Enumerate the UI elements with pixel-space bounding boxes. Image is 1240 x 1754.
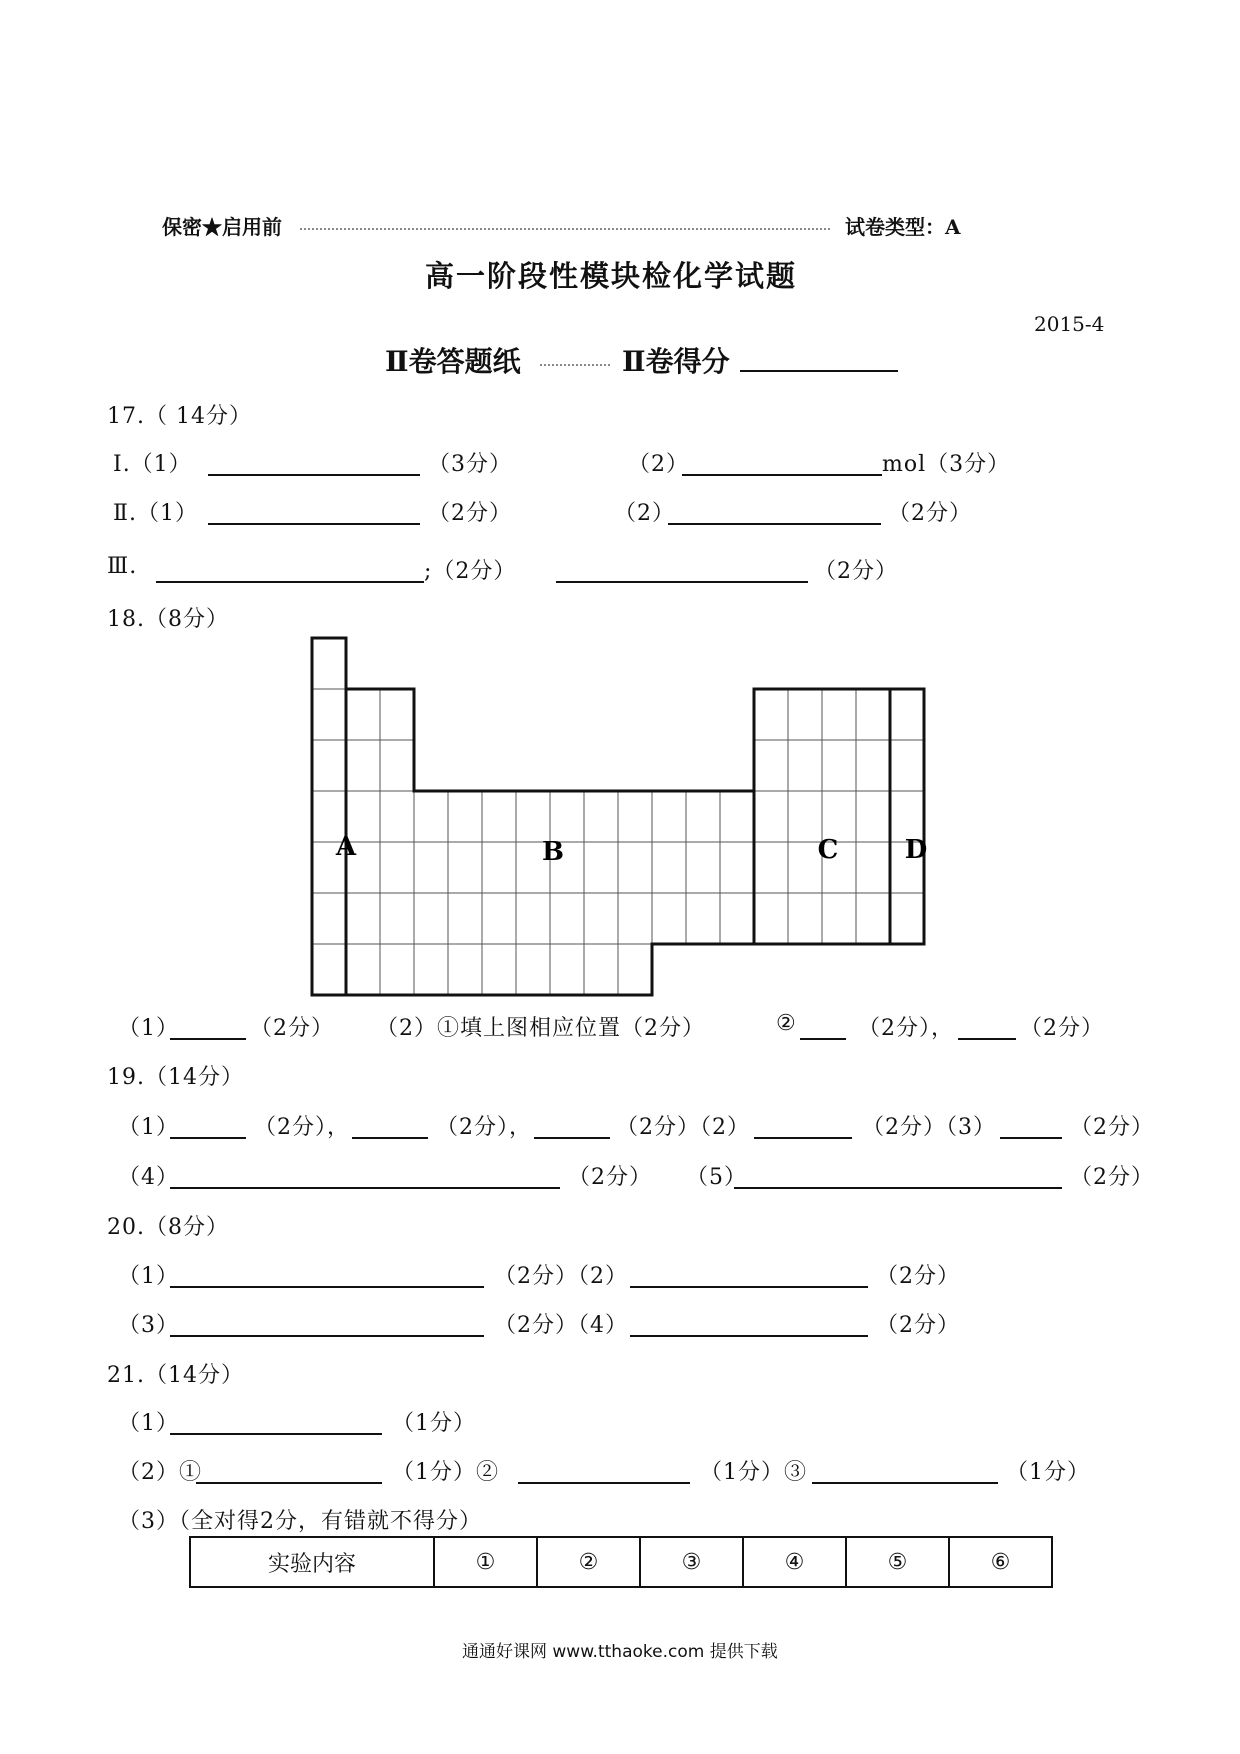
q21-2-2-score: （1分）③ <box>700 1460 807 1485</box>
answer-sheet-label: Ⅱ卷答题纸 <box>385 345 521 378</box>
q18-1-blank[interactable] <box>170 1014 246 1040</box>
experiment-cell-1[interactable]: ① <box>434 1537 537 1587</box>
q20-2-blank[interactable] <box>630 1262 868 1288</box>
q20-1-label: （1） <box>118 1264 179 1289</box>
q19-5-score: （2分） <box>1070 1165 1154 1190</box>
experiment-cell-5[interactable]: ⑤ <box>846 1537 949 1587</box>
q17-2-1-blank[interactable] <box>208 499 420 525</box>
periodic-table-diagram <box>310 636 940 1001</box>
q20-4-score: （2分） <box>876 1313 960 1338</box>
q19-1-blank-c[interactable] <box>534 1113 610 1139</box>
q19-1-blank-a[interactable] <box>170 1113 246 1139</box>
exam-date: 2015-4 <box>1034 312 1105 336</box>
page-title: 高一阶段性模块检化学试题 <box>425 259 798 293</box>
q21-1-score: （1分） <box>392 1411 476 1436</box>
q19-title: 19.（14分） <box>107 1065 244 1090</box>
q19-1-blank-b[interactable] <box>352 1113 428 1139</box>
q19-1-label: （1） <box>118 1115 179 1140</box>
q20-1-blank[interactable] <box>170 1262 484 1288</box>
q19-1-score-a: （2分）， <box>254 1115 350 1140</box>
q18-2-2-score-b: （2分） <box>1020 1016 1104 1041</box>
q19-4-score: （2分） <box>568 1165 652 1190</box>
q19-2-score: （2分）（3） <box>862 1115 996 1140</box>
q19-4-blank[interactable] <box>170 1163 560 1189</box>
q18-1-score: （2分） <box>250 1016 334 1041</box>
experiment-cell-6[interactable]: ⑥ <box>949 1537 1052 1587</box>
q17-2-2-label: （2） <box>614 501 675 526</box>
q17-title: 17.（ 14分） <box>107 404 252 429</box>
q17-row3-label: Ⅲ. <box>107 554 138 579</box>
header-dots <box>300 228 830 230</box>
q17-3-2-blank[interactable] <box>556 557 808 583</box>
q17-2-2-score: （2分） <box>888 501 972 526</box>
q21-2-1-score: （1分）② <box>392 1460 499 1485</box>
q17-3-2-score: （2分） <box>814 559 898 584</box>
q21-title: 21.（14分） <box>107 1363 244 1388</box>
score-blank[interactable] <box>740 348 898 372</box>
q18-title: 18.（8分） <box>107 607 229 632</box>
q17-3-1-blank[interactable] <box>156 557 424 583</box>
q19-5-label: （5） <box>686 1165 747 1190</box>
region-b-label: B <box>542 837 564 867</box>
q17-row1-label: Ⅰ.（1） <box>113 452 192 477</box>
q17-3-1-score: ;（2分） <box>424 559 517 584</box>
q18-2-2-blank-b[interactable] <box>958 1014 1016 1040</box>
q21-2-2-blank[interactable] <box>518 1458 690 1484</box>
q21-2-3-blank[interactable] <box>812 1458 998 1484</box>
q21-2-label: （2）① <box>118 1460 202 1485</box>
q19-2-blank[interactable] <box>754 1113 852 1139</box>
q20-3-blank[interactable] <box>170 1311 484 1337</box>
q19-5-blank[interactable] <box>734 1163 1062 1189</box>
footer-text: 通通好课网 www.tthaoke.com 提供下载 <box>462 1642 778 1662</box>
q21-1-label: （1） <box>118 1411 179 1436</box>
q18-2-2-blank-a[interactable] <box>800 1014 846 1040</box>
region-c-label: C <box>817 835 839 865</box>
q19-3-score: （2分） <box>1070 1115 1154 1140</box>
experiment-cell-3[interactable]: ③ <box>640 1537 743 1587</box>
q20-1-score: （2分）（2） <box>494 1264 628 1289</box>
confidential-label: 保密★启用前 <box>162 215 282 239</box>
q18-2-instruction: （2）①填上图相应位置（2分） <box>376 1016 705 1041</box>
q20-3-label: （3） <box>118 1313 179 1338</box>
q20-3-score: （2分）（4） <box>494 1313 628 1338</box>
q17-1-1-blank[interactable] <box>208 450 420 476</box>
q19-1-score-b: （2分）， <box>436 1115 532 1140</box>
q19-1-score-c: （2分）（2） <box>616 1115 750 1140</box>
experiment-table <box>189 1536 1053 1588</box>
q21-2-3-score: （1分） <box>1006 1460 1090 1485</box>
q18-2-2-score-a: （2分）， <box>858 1016 954 1041</box>
region-a-label: A <box>335 832 357 862</box>
region-d-label: D <box>904 835 928 865</box>
q19-3-blank[interactable] <box>1000 1113 1062 1139</box>
q17-2-2-blank[interactable] <box>668 499 881 525</box>
q18-2-2-label: ② <box>776 1011 797 1036</box>
q20-title: 20.（8分） <box>107 1215 229 1240</box>
q17-1-1-score: （3分） <box>428 452 512 477</box>
q18-ans-1-label: （1） <box>118 1016 179 1041</box>
q17-2-1-score: （2分） <box>428 501 512 526</box>
experiment-content-header: 实验内容 <box>190 1537 434 1587</box>
q17-1-2-blank[interactable] <box>682 450 882 476</box>
q21-3-label: （3）（全对得2分，有错就不得分） <box>118 1509 482 1534</box>
q20-4-blank[interactable] <box>630 1311 868 1337</box>
score-label: Ⅱ卷得分 <box>622 345 730 378</box>
experiment-cell-4[interactable]: ④ <box>743 1537 846 1587</box>
paper-type-label: 试卷类型：A <box>845 215 961 239</box>
q20-2-score: （2分） <box>876 1264 960 1289</box>
q17-row2-label: Ⅱ.（1） <box>113 501 198 526</box>
q19-4-label: （4） <box>118 1165 179 1190</box>
q17-1-2-score: mol（3分） <box>882 452 1011 477</box>
q21-1-blank[interactable] <box>170 1409 382 1435</box>
experiment-cell-2[interactable]: ② <box>537 1537 640 1587</box>
subtitle-dots <box>540 364 610 366</box>
q17-1-2-label: （2） <box>628 452 689 477</box>
table-row <box>190 1537 1052 1587</box>
q21-2-1-blank[interactable] <box>196 1458 382 1484</box>
